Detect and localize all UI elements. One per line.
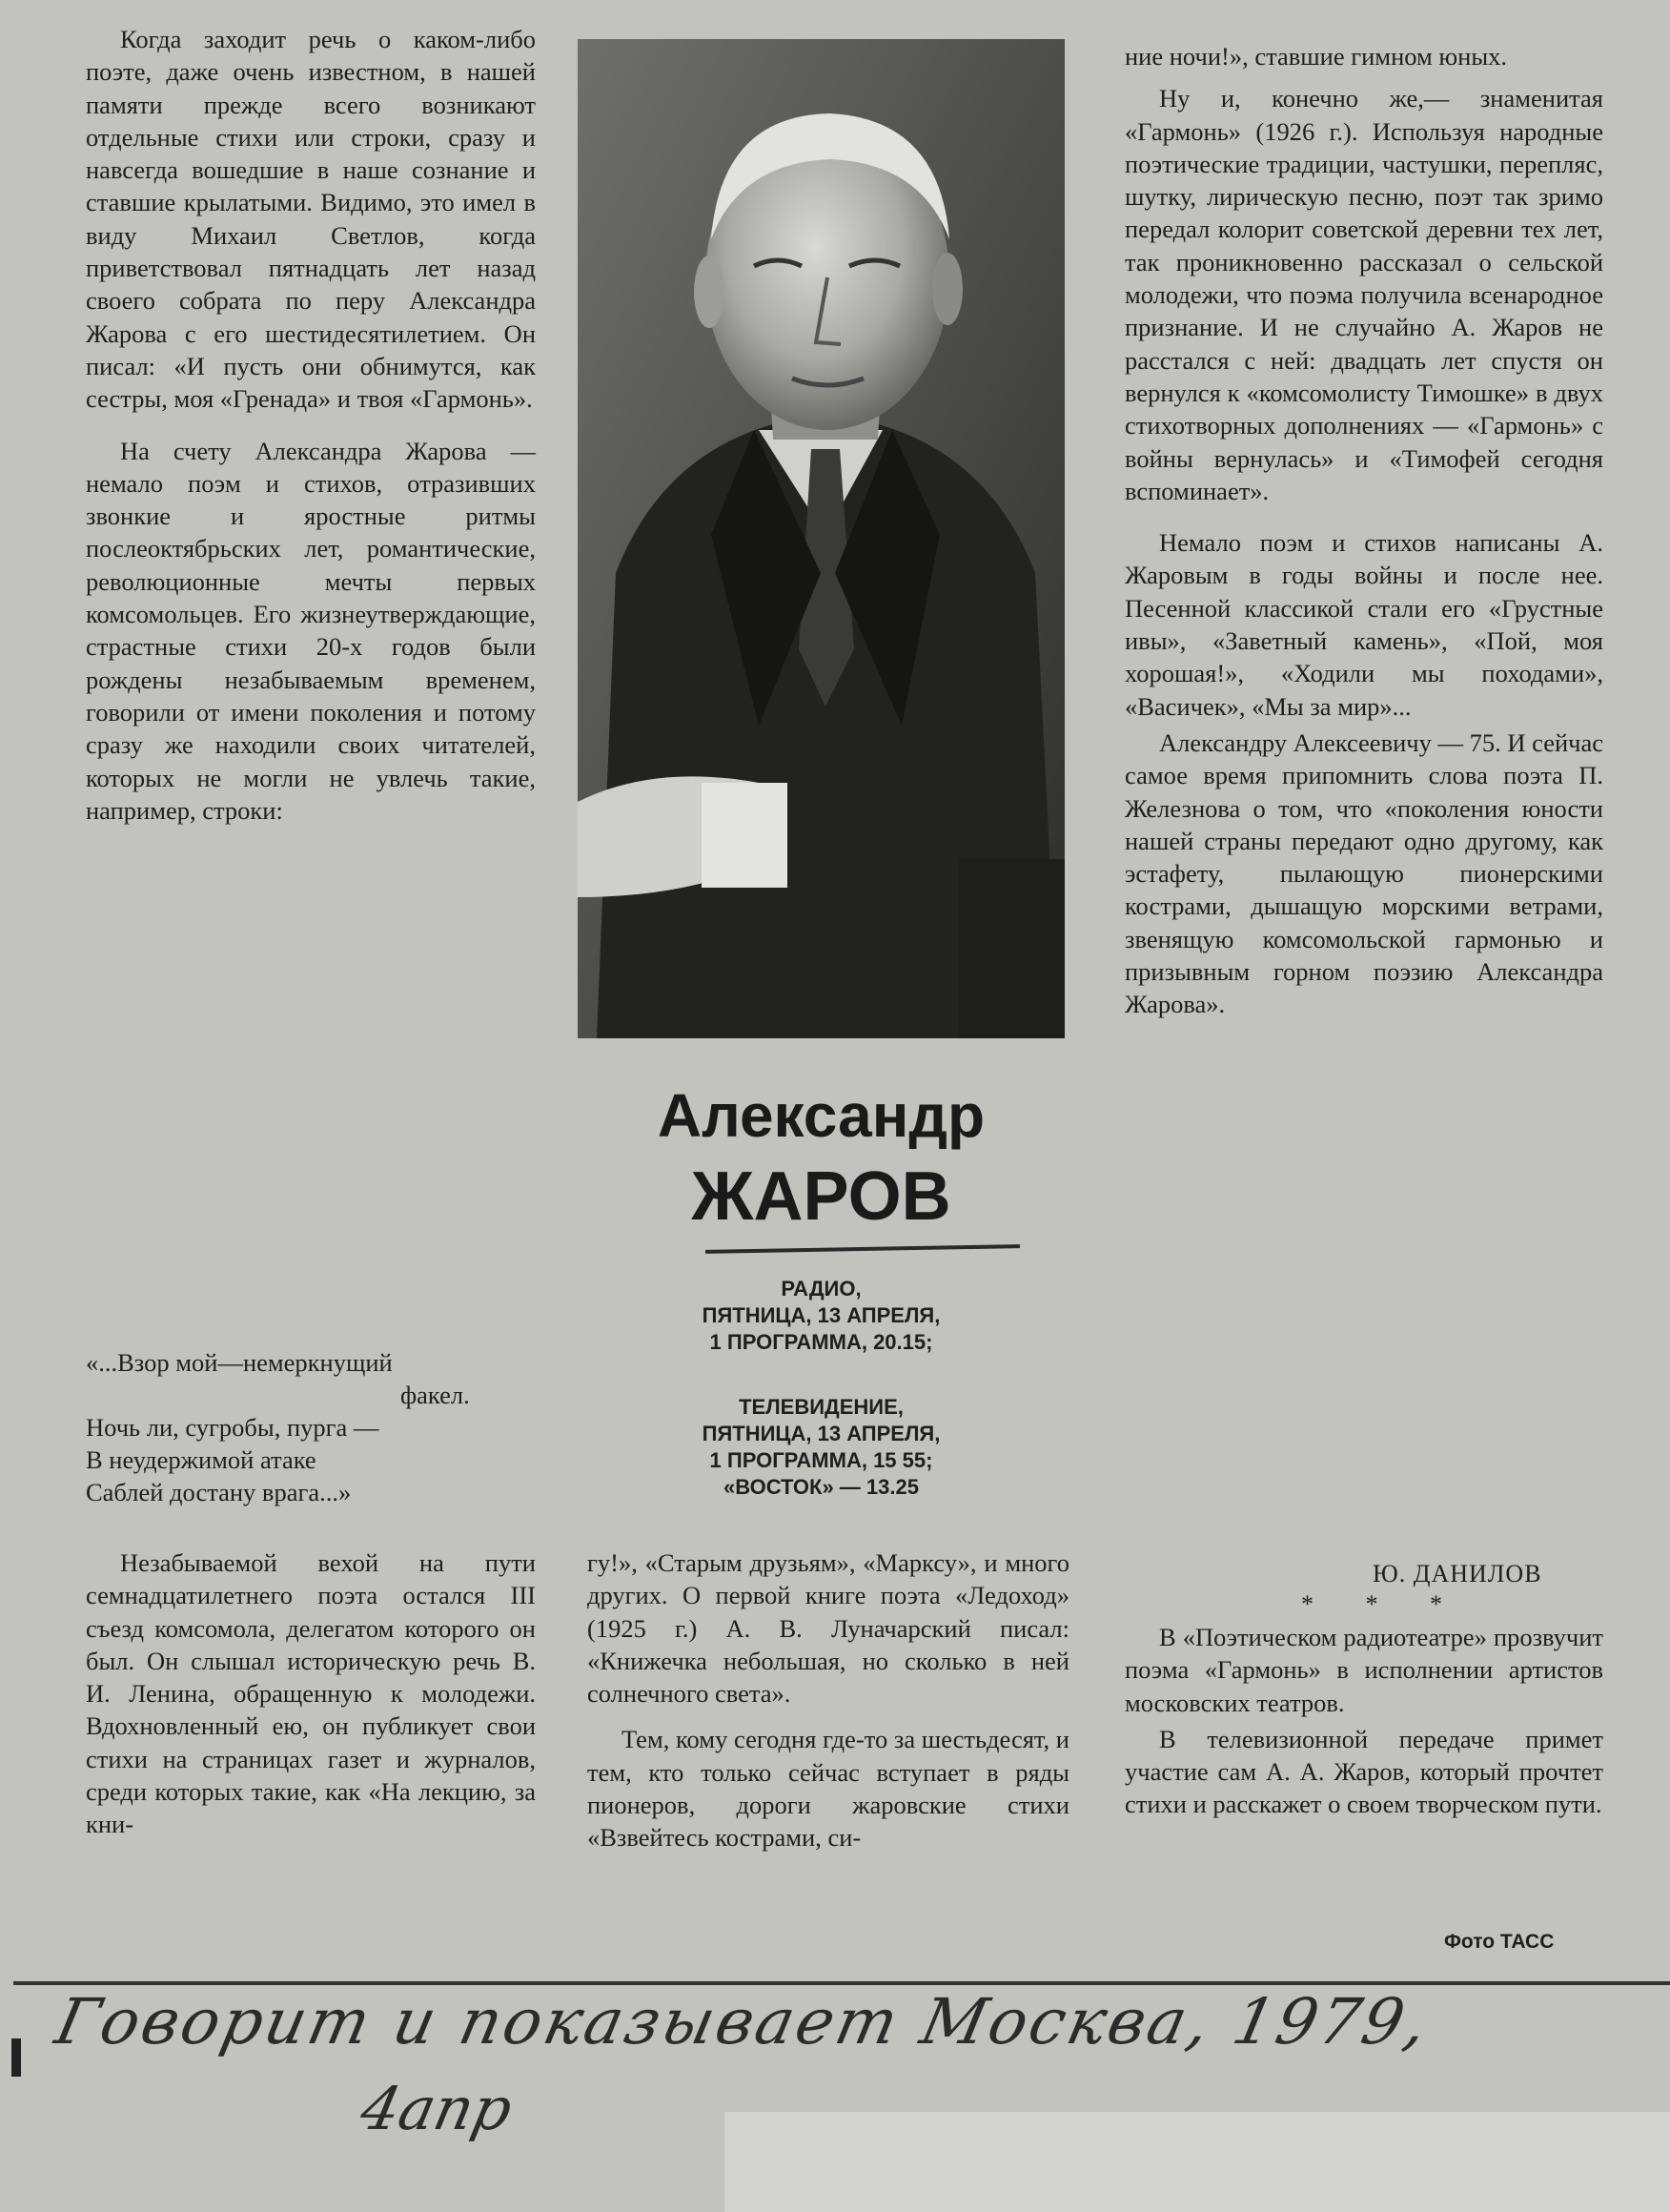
radio-line-2: ПЯТНИЦА, 13 АПРЕЛЯ, <box>702 1303 941 1327</box>
poem-line-3: Ночь ли, сугробы, пурга — <box>86 1413 379 1442</box>
note-paragraph-1: В «Поэтическом радиотеатре» прозвучит поэма «Гармонь» в исполнении артистов московских театров. <box>1125 1623 1603 1717</box>
col3-paragraph-2: Ну и, конечно же,— знаменитая «Гармонь» (1926 г.). Используя народные поэтические традиции, частушки, перепляс, шутку, лирическую песню, поэт так зримо передал колорит советской деревни тех лет, так проникновенно рассказал о сельской молодежи, что поэма получила всенародное признание. И не случайно А. Жаров не расстался с ней: двадцать лет спустя он вернулся к «комсомолисту Тимошке» в двух стихотворных дополнениях — «Гармонь» с войны вернулась» и «Тимофей сегодня вспоминает». <box>1125 84 1603 505</box>
col1-paragraph-2: На счету Александра Жарова — немало поэм и стихов, отразивших звонкие и яростные ритмы послеоктябрьских лет, романтические, революционные мечты первых комсомольцев. Его жизнеутверждающие, страстные стихи 20-х годов были рождены незабываемым временем, говорили от имени поколения и потому сразу же находили своих читателей, которых не могли не увлечь такие, например, строки: <box>86 436 536 825</box>
column-1-continued <box>86 1546 536 1841</box>
column-3-note <box>1125 1621 1603 1821</box>
poem-line-4: В неудержимой атаке <box>86 1445 316 1474</box>
tv-line-4: «ВОСТОК» — 13.25 <box>723 1475 919 1499</box>
tv-line-3: 1 ПРОГРАММА, 15 55; <box>709 1448 933 1472</box>
handwritten-annotation-line-1: Говорит и показывает Москва, 1979, <box>49 1985 1437 2058</box>
headline-underline <box>705 1244 1020 1254</box>
photo-credit: Фото ТАСС <box>1444 1931 1555 1953</box>
tv-line-1: ТЕЛЕВИДЕНИЕ, <box>739 1395 904 1419</box>
column-2 <box>587 1546 1069 1854</box>
left-edge-mark <box>11 2038 21 2077</box>
tv-line-2: ПЯТНИЦА, 13 АПРЕЛЯ, <box>702 1422 941 1445</box>
section-divider-stars: * * * <box>1301 1590 1465 1618</box>
radio-line-3: 1 ПРОГРАММА, 20.15; <box>709 1330 933 1354</box>
note-paragraph-2: В телевизионной передаче примет участие сам А. А. Жаров, который прочтет стихи и расскажет о своем творческом пути. <box>1125 1724 1603 1819</box>
poem-line-1: «...Взор мой—немеркнущий <box>86 1348 393 1377</box>
col3-paragraph-3: Немало поэм и стихов написаны А. Жаровым в годы войны и после нее. Песенной классикой стали его «Грустные ивы», «Заветный камень», «Пой, моя хорошая!», «Ходили мы походами», «Васичек», «Мы за мир»... <box>1125 528 1603 721</box>
column-3 <box>1125 40 1603 1021</box>
author-signature: Ю. ДАНИЛОВ <box>1373 1560 1542 1587</box>
portrait-drawing <box>578 39 1065 1038</box>
poem-quote <box>86 1346 543 1508</box>
col1-paragraph-1: Когда заходит речь о каком-либо поэте, даже очень известном, в нашей памяти прежде всего возникают отдельные стихи или строки, сразу и навсегда вошедшие в наше сознание и ставшие крылатыми. Видимо, это имел в виду Михаил Светлов, когда приветствовал пятнадцать лет назад своего собрата по перу Александра Жарова с его шестидесятилетием. Он писал: «И пусть они обнимутся, как сестры, моя «Гренада» и твоя «Гармонь». <box>86 25 536 414</box>
radio-line-1: РАДИО, <box>781 1277 862 1301</box>
col3-paragraph-1: ние ночи!», ставшие гимном юных. <box>1125 42 1508 71</box>
handwritten-annotation-line-2: 4апр <box>355 2074 519 2143</box>
tv-schedule <box>578 1394 1065 1501</box>
col2-paragraph-2: Тем, кому сегодня где-то за шестьдесят, и тем, кто только сейчас вступает в ряды пионеров, дороги жаровские стихи «Взвейтесь кострами, си- <box>587 1725 1069 1853</box>
backing-paper <box>724 2112 1670 2212</box>
poem-line-2: факел. <box>400 1381 470 1409</box>
headline-last-name: ЖАРОВ <box>691 1158 951 1235</box>
col2-paragraph-1: гу!», «Старым друзьям», «Марксу», и много других. О первой книге поэта «Ледоход» (1925 г.) А. В. Луначарский писал: «Книжечка небольшая, но сколько в ней солнечного света». <box>587 1548 1069 1709</box>
col1-paragraph-3: Незабываемой вехой на пути семнадцатилетнего поэта остался III съезд комсомола, делегатом которого он был. Он слышал историческую речь В. И. Ленина, обращенную к молодежи. Вдохновленный ею, он публикует свои стихи на страницах газет и журналов, среди которых такие, как «На лекцию, за кни- <box>86 1548 536 1839</box>
portrait-photo <box>578 39 1065 1038</box>
col3-paragraph-4: Александру Алексеевичу — 75. И сейчас самое время припомнить слова поэта П. Железнова о том, что «поколения юности нашей страны передают одно другому, как эстафету, пылающую пионерскими кострами, дышащую морскими ветрами, звенящую комсомольской гармонью и призывным горном поэзию Александра Жарова». <box>1125 727 1603 1019</box>
poem-line-5: Саблей достану врага...» <box>86 1478 352 1506</box>
headline-first-name: Александр <box>657 1081 986 1150</box>
column-1 <box>86 23 536 827</box>
radio-schedule <box>578 1276 1065 1356</box>
